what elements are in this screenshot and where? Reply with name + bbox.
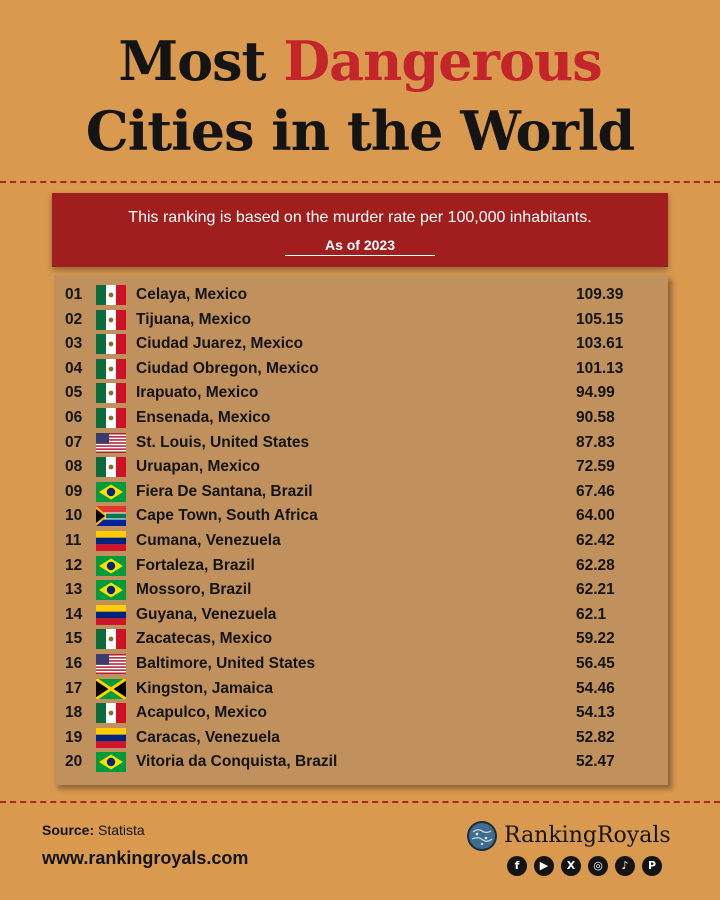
murder-rate-value: 52.47 [576, 753, 615, 771]
table-row [54, 627, 668, 652]
youtube-icon[interactable]: ▶ [534, 856, 554, 876]
city-name: Zacatecas, Mexico [136, 630, 273, 648]
city-name: Ensenada, Mexico [136, 408, 271, 426]
flag-mexico-icon [96, 457, 126, 477]
as-of-label: As of 2023 [285, 237, 435, 256]
rank-number: 18 [65, 704, 83, 722]
flag-jamaica-icon [96, 679, 126, 699]
facebook-icon[interactable]: f [507, 856, 527, 876]
title-word: Most [118, 29, 266, 93]
table-row [54, 603, 668, 628]
rank-number: 12 [65, 556, 83, 574]
city-name: Cape Town, South Africa [136, 507, 318, 525]
title-accent-word: Dangerous [283, 29, 602, 93]
table-row [54, 332, 668, 357]
murder-rate-value: 59.22 [576, 630, 615, 648]
rank-number: 06 [65, 408, 83, 426]
city-name: Fiera De Santana, Brazil [136, 482, 313, 500]
murder-rate-value: 62.42 [576, 531, 615, 549]
rank-number: 05 [65, 384, 83, 402]
tiktok-icon[interactable]: ♪ [615, 856, 635, 876]
city-name: Irapuato, Mexico [136, 384, 259, 402]
rank-number: 07 [65, 433, 83, 451]
top-divider [0, 181, 720, 183]
murder-rate-value: 67.46 [576, 482, 615, 500]
city-name: Ciudad Obregon, Mexico [136, 359, 319, 377]
murder-rate-value: 101.13 [576, 359, 624, 377]
flag-mexico-icon [96, 629, 126, 649]
rank-number: 20 [65, 753, 83, 771]
rank-number: 15 [65, 630, 83, 648]
flag-usa-icon [96, 433, 126, 453]
murder-rate-value: 54.46 [576, 679, 615, 697]
globe-logo-icon [466, 820, 498, 852]
murder-rate-value: 105.15 [576, 310, 624, 328]
ranking-table [54, 275, 668, 785]
flag-mexico-icon [96, 703, 126, 723]
flag-mexico-icon [96, 334, 126, 354]
murder-rate-value: 103.61 [576, 335, 624, 353]
table-row [54, 554, 668, 579]
flag-mexico-icon [96, 285, 126, 305]
table-row [54, 431, 668, 456]
city-name: Kingston, Jamaica [136, 679, 273, 697]
table-row [54, 677, 668, 702]
website-url[interactable]: www.rankingroyals.com [42, 848, 249, 868]
flag-brazil-icon [96, 482, 126, 502]
city-name: Mossoro, Brazil [136, 581, 252, 599]
source-line [42, 822, 145, 838]
banner-subtitle: This ranking is based on the murder rate per 100,000 inhabitants. [128, 209, 592, 226]
murder-rate-value: 62.28 [576, 556, 615, 574]
rank-number: 03 [65, 335, 83, 353]
city-name: Baltimore, United States [136, 654, 316, 672]
table-row [54, 308, 668, 333]
table-row [54, 283, 668, 308]
city-name: Cumana, Venezuela [136, 531, 281, 549]
table-row [54, 406, 668, 431]
rank-number: 01 [65, 286, 83, 303]
city-name: Caracas, Venezuela [136, 728, 280, 746]
table-row [54, 529, 668, 554]
pinterest-icon[interactable]: P [642, 856, 662, 876]
rank-number: 16 [65, 654, 83, 672]
flag-mexico-icon [96, 408, 126, 428]
murder-rate-value: 94.99 [576, 384, 615, 402]
flag-mexico-icon [96, 383, 126, 403]
ranking-rows [54, 283, 668, 775]
flag-mexico-icon [96, 310, 126, 330]
city-name: Ciudad Juarez, Mexico [136, 335, 304, 353]
city-name: St. Louis, United States [136, 433, 310, 451]
murder-rate-value: 54.13 [576, 704, 615, 722]
brand-name: RankingRoyals [504, 823, 671, 848]
murder-rate-value: 56.45 [576, 654, 615, 672]
source-label: Source: [42, 822, 95, 838]
city-name: Celaya, Mexico [136, 286, 248, 303]
flag-usa-icon [96, 654, 126, 674]
flag-venezuela-icon [96, 728, 126, 748]
instagram-icon[interactable]: ◎ [588, 856, 608, 876]
city-name: Uruapan, Mexico [136, 458, 261, 476]
table-row [54, 357, 668, 382]
murder-rate-value: 90.58 [576, 408, 615, 426]
rank-number: 10 [65, 507, 83, 525]
murder-rate-value: 87.83 [576, 433, 615, 451]
brand-block [466, 820, 696, 852]
city-name: Fortaleza, Brazil [136, 556, 255, 574]
table-row [54, 455, 668, 480]
table-row [54, 652, 668, 677]
flag-brazil-icon [96, 556, 126, 576]
rank-number: 04 [65, 359, 83, 377]
table-row [54, 504, 668, 529]
rank-number: 02 [65, 310, 83, 328]
social-icons [507, 856, 667, 878]
rank-number: 19 [65, 728, 83, 746]
table-row [54, 726, 668, 751]
flag-mexico-icon [96, 359, 126, 379]
rank-number: 09 [65, 482, 83, 500]
bottom-divider [0, 801, 720, 803]
page-title-line1 [0, 28, 720, 94]
city-name: Guyana, Venezuela [136, 605, 277, 623]
table-row [54, 381, 668, 406]
rank-number: 11 [65, 531, 82, 549]
page-title-line2: Cities in the World [85, 99, 635, 163]
city-name: Vitoria da Conquista, Brazil [136, 753, 338, 771]
city-name: Acapulco, Mexico [136, 704, 267, 722]
flag-venezuela-icon [96, 531, 126, 551]
source-value: Statista [98, 822, 145, 838]
murder-rate-value: 64.00 [576, 507, 615, 525]
x-icon[interactable]: X [561, 856, 581, 876]
rank-number: 08 [65, 458, 83, 476]
flag-brazil-icon [96, 752, 126, 772]
rank-number: 14 [65, 605, 83, 623]
table-row [54, 578, 668, 603]
table-row [54, 750, 668, 775]
murder-rate-value: 62.1 [576, 605, 607, 623]
murder-rate-value: 72.59 [576, 458, 615, 476]
city-name: Tijuana, Mexico [136, 310, 252, 328]
flag-venezuela-icon [96, 605, 126, 625]
flag-brazil-icon [96, 580, 126, 600]
subtitle-banner [52, 193, 668, 267]
murder-rate-value: 52.82 [576, 728, 615, 746]
rank-number: 17 [65, 679, 83, 697]
rank-number: 13 [65, 581, 83, 599]
table-row [54, 480, 668, 505]
murder-rate-value: 62.21 [576, 581, 615, 599]
flag-south-africa-icon [96, 506, 126, 526]
murder-rate-value: 109.39 [576, 286, 624, 303]
table-row [54, 701, 668, 726]
